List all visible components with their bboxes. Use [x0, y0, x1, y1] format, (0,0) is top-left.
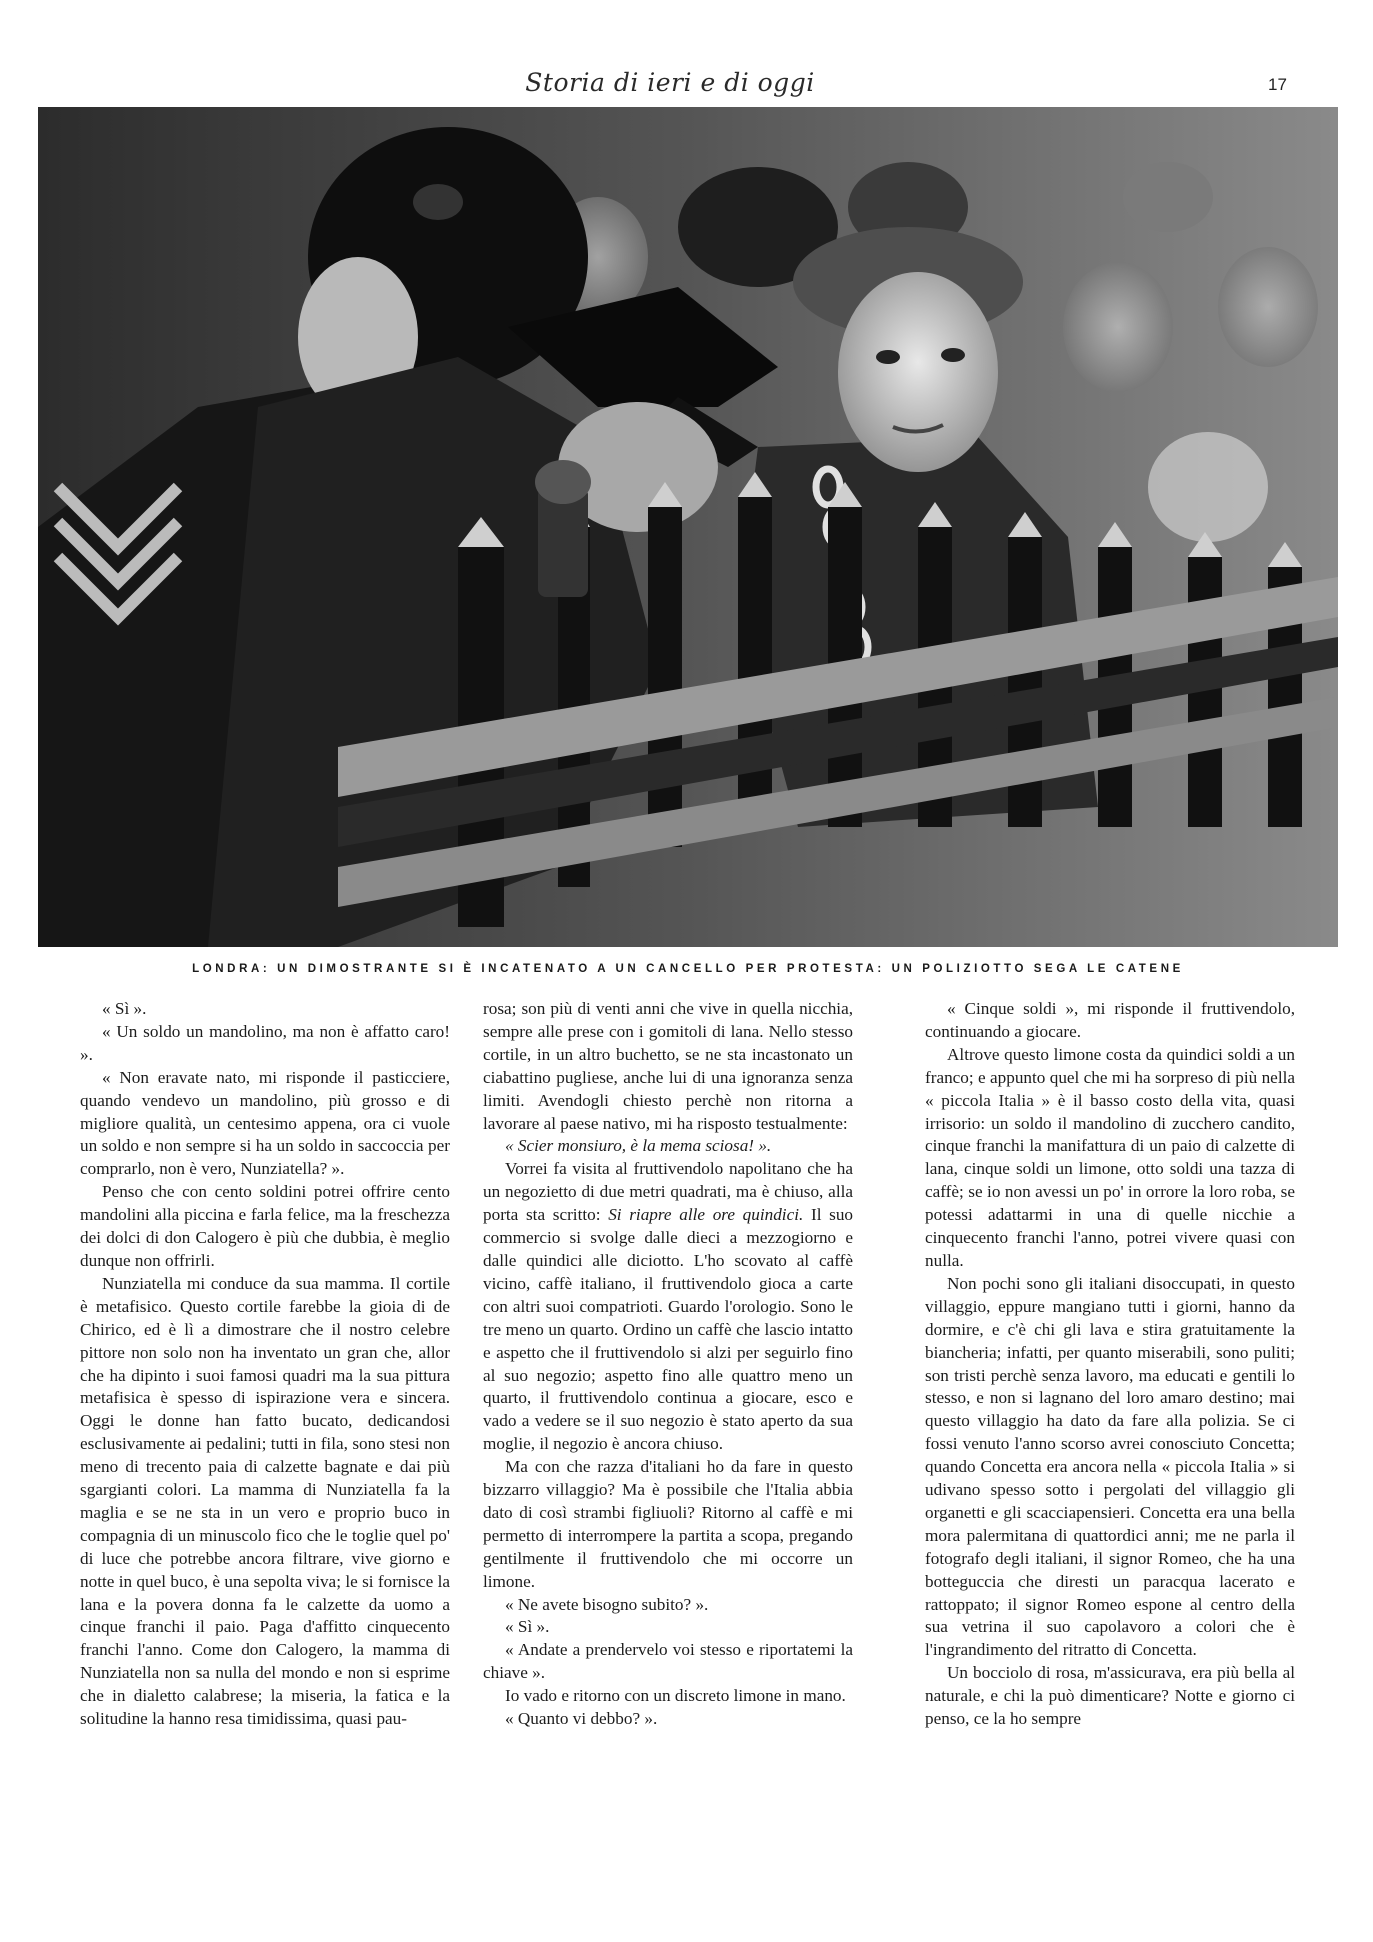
- news-photograph: [38, 107, 1338, 947]
- article-column-3: [925, 998, 1295, 1918]
- shop-sign-text: Si riapre alle ore quindici.: [608, 1205, 804, 1225]
- paragraph: « Un soldo un mandolino, ma non è affatto caro! ».: [80, 1021, 450, 1064]
- paragraph: Non pochi sono gli italiani disoccupati, in questo villaggio, eppure mangiano tutti i giorni, hanno da dormire, e c'è chi gli lava e stira gratuitamente la biancheria; infatti, per quanto miserabili, sono puliti; son tristi perchè senza lavoro, ma educati e gentili lo stesso, e non si lagnano del loro amaro destino; mai questo villaggio ha dato da fare alla polizia. Se ci fossi venuto l'anno scorso avrei conosciuto Concetta; quando Concetta era ancora nella « piccola Italia » si udivano spesso sotto i pergolati del villaggio gli organetti e gli scacciapensieri. Concetta era una bella mora palermitana di quattordici anni; me ne parla il fotografo degli italiani, il signor Romeo, che ha una botteguccia che diresti un paracqua lacerato e rattoppato; il signor Romeo espone al centro della sua vetrina il suo capolavoro a colori che è l'ingrandimento del ritratto di Concetta.: [925, 1273, 1295, 1660]
- paragraph: « Sì ».: [102, 999, 147, 1018]
- paragraph: « Ne avete bisogno subito? ».: [505, 1594, 709, 1614]
- paragraph: « Andate a prendervelo voi stesso e riportatemi la chiave ».: [483, 1640, 853, 1683]
- dialect-quote: « Scier monsiuro, è la mema sciosa! ».: [505, 1136, 772, 1156]
- page-number: 17: [1268, 75, 1287, 94]
- masthead: Storia di ieri e di oggi: [525, 68, 815, 97]
- paragraph-text: Vorrei fa visita al fruttivendolo napolitano che ha un negozietto di due metri quadrati, ma è chiuso, alla porta sta scritto:: [483, 1159, 853, 1225]
- paragraph: Penso che con cento soldini potrei offrire cento mandolini alla piccina e farla felice, ma la freschezza dei dolci di don Calogero è più che dubbia, è meglio dunque non offrirli.: [80, 1182, 450, 1270]
- paragraph: « Non eravate nato, mi risponde il pasticciere, quando vendevo un mandolino, più grosso e di migliore qualità, un centesimo appena, ora ci vuole un soldo e non sempre si ha un soldo in saccoccia per comprarlo, non è vero, Nunziatella? ».: [80, 1067, 450, 1179]
- paragraph: [483, 1158, 853, 1456]
- article-column-1: [80, 998, 450, 1918]
- photo-caption: LONDRA: UN DIMOSTRANTE SI È INCATENATO A UN CANCELLO PER PROTESTA: UN POLIZIOTTO SEGA LE CATENE: [192, 963, 1184, 975]
- paragraph: « Quanto vi debbo? ».: [505, 1709, 658, 1729]
- paragraph-text: Il suo commercio si svolge dalle dieci a mezzogiorno e dalle quindici alle diciotto. L'ho scovato al caffè vicino, caffè italiano, il fruttivendolo gioca a carte con altri suoi compatrioti. Guardo l'orologio. Sono le tre meno un quarto. Ordino un caffè che lascio intatto e aspetto che il fruttivendolo si alzi per seguirlo fino al suo negozio; aspetto fino alle quattro meno un quarto, il fruttivendolo continua a giocare, esco e vado a vedere se il suo negozio è stato aperto da sua moglie, il negozio è ancora chiuso.: [483, 1205, 853, 1454]
- paragraph: Altrove questo limone costa da quindici soldi a un franco; e appunto quel che mi ha sorpreso di più nella « piccola Italia » è il basso costo della vita, quasi irrisorio: un soldo il mandolino di zucchero candito, cinque franchi la manifattura di un paio di calzette di lana, cinque soldi un limone, otto soldi una tazza di caffè; se io non avessi un po' in orrore la loro roba, se potessi adattarmi in una di quelle nicchie a cinquecento franchi l'anno, potrei vivere quasi con nulla.: [925, 1044, 1295, 1270]
- photo-illustration: [38, 107, 1338, 947]
- paragraph: Ma con che razza d'italiani ho da fare in questo bizzarro villaggio? Ma è possibile che l'Italia abbia dato di così strambi figliuoli? Ritorno al caffè e mi permetto di interrompere la partita a scopa, pregando gentilmente il fruttivendolo che mi occorre un limone.: [483, 1457, 853, 1591]
- paragraph: « Sì ».: [505, 1617, 550, 1637]
- paragraph: Io vado e ritorno con un discreto limone in mano.: [505, 1686, 846, 1706]
- paragraph: « Cinque soldi », mi risponde il fruttivendolo, continuando a giocare.: [925, 999, 1295, 1041]
- paragraph: Un bocciolo di rosa, m'assicurava, era più bella al naturale, e chi la può dimenticare? Notte e giorno ci penso, ce la ho sempre: [925, 1663, 1295, 1729]
- article-column-2: [483, 998, 853, 1918]
- page-header: [0, 68, 1373, 108]
- paragraph: Nunziatella mi conduce da sua mamma. Il cortile è metafisico. Questo cortile farebbe la gioia di de Chirico, ed è lì a dimostrare che il nostro celebre pittore non solo non ha inventato un gran che, allor che ha dipinto i suoi famosi quadri ma la sua pittura metafisica è spesso di ispirazione vera e sincera. Oggi le donne han fatto bucato, dedicandosi esclusivamente ai pedalini; tutti in fila, sono stesi non meno di trecento paia di calzette bagnate e dai più sgargianti colori. La mamma di Nunziatella fa la maglia e se ne sta in un vero e proprio buco in compagnia di un minuscolo fico che le toglie quel po' di luce che potrebbe ancora filtrare, vive giorno e notte in quel buco, è una sepolta viva; le si fornisce la lana e la povera donna fa le calzette da uomo a cinque franchi il paio. Paga d'affitto cinquecento franchi l'anno. Come don Calogero, la mamma di Nunziatella non sa nulla del mondo e non si esprime che in dialetto calabrese; la miseria, la fatica e la solitudine la hanno resa timidissima, quasi pau-: [80, 1273, 450, 1729]
- paragraph: rosa; son più di venti anni che vive in quella nicchia, sempre alle prese con i gomitoli di lana. Nello stesso cortile, in un altro buchetto, se ne sta incastonato un ciabattino pugliese, anche lui di una ignoranza senza limiti. Avendogli chiesto perchè non ritorna a lavorare al paese nativo, mi ha risposto testualmente:: [483, 999, 853, 1133]
